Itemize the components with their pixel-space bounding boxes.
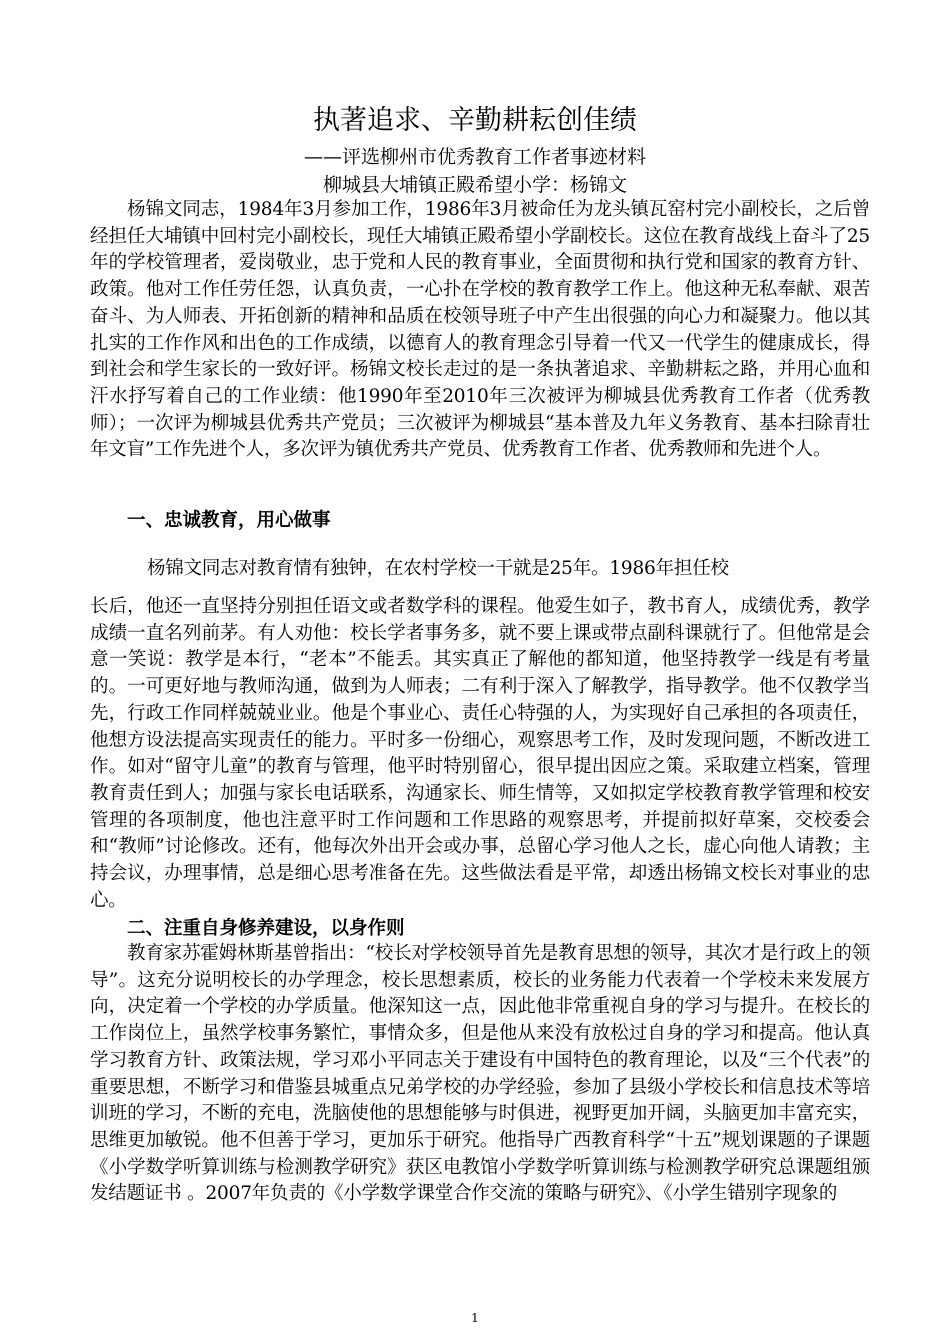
document-title: 执著追求、辛勤耕耘创佳绩 [313,105,637,136]
section1-paragraph: 长后，他还一直坚持分别担任语文或者数学科的课程。他爱生如子，教书育人，成绩优秀，教学成绩一直名列前茅。有人劝他：校长学者事务多，就不要上课或带点副科课就行了。但他常是会意一笑说：教学是本行，“老本”不能丢。其实真正了解他的都知道，他坚持教学一线是有考量的。一可更好地与教师沟通，做到为人师表；二有利于深入了解教学，指导教学。他不仅教学当先，行政工作同样兢兢业业。他是个事业心、责任心特强的人，为实现好自己承担的各项责任，他想方设法提高实现责任的能力。平时多一份细心，观察思考工作，及时发现问题，不断改进工作。如对“留守儿童”的教育与管理，他平时特别留心，很早提出因应之策。采取建立档案，管理教育责任到人；加强与家长电话联系，沟通家长、师生情等，又如拟定学校教育教学管理和校安管理的各项制度，他也注意平时工作问题和工作思路的观察思考，并提前拟好草案，交校委会和“教师”讨论修改。还有，他每次外出开会或办事，总留心学习他人之长，虚心向他人请教；主持会议，办理事情，总是细心思考准备在先。这些做法看是平常，却透出杨锦文校长对事业的忠心。 [90,596,870,911]
section-heading-2: 二、注重自身修养建设，以身作则 [127,918,405,939]
section2-paragraph: 教育家苏霍姆林斯基曾指出：“校长对学校领导首先是教育思想的领导，其次才是行政上的领导”。这充分说明校长的办学理念，校长思想素质，校长的业务能力代表着一个学校未来发展方向，决定着一个学校的办学质量。他深知这一点，因此他非常重视自身的学习与提升。在校长的工作岗位上，虽然学校事务繁忙，事情众多，但是他从来没有放松过自身的学习和提高。他认真学习教育方针、政策法规，学习邓小平同志关于建设有中国特色的教育理论，以及“三个代表”的重要思想，不断学习和借鉴县城重点兄弟学校的办学经验，参加了县级小学校长和信息技术等培训班的学习，不断的充电，洗脑使他的思想能够与时俱进，视野更加开阔，头脑更加丰富充实，思维更加敏锐。他不但善于学习，更加乐于研究。他指导广西教育科学“十五”规划课题的子课题《小学数学听算训练与检测教学研究》获区电教馆小学数学听算训练与检测教学研究总课题组颁发结题证书 。2007年负责的《小学数学课堂合作交流的策略与研究》、《小学生错别字现象的 [90,943,870,1205]
intro-paragraph: 杨锦文同志，1984年3月参加工作，1986年3月被命任为龙头镇瓦窑村完小副校长，之后曾经担任大埔镇中回村完小副校长，现任大埔镇正殿希望小学副校长。这位在教育战线上奋斗了25年的学校管理者，爱岗敬业，忠于党和人民的教育事业，全面贯彻和执行党和国家的教育方针、政策。他对工作任劳任怨，认真负责，一心扑在学校的教育教学工作上。他这种无私奉献、艰苦奋斗、为人师表、开拓创新的精神和品质在校领导班子中产生出很强的向心力和凝聚力。他以其扎实的工作作风和出色的工作成绩，以德育人的教育理念引导着一代又一代学生的健康成长，得到社会和学生家长的一致好评。杨锦文校长走过的是一条执著追求、辛勤耕耘之路，并用心血和汗水抒写着自己的工作业绩：他1990年至2010年三次被评为柳城县优秀教育工作者（优秀教师）；一次评为柳城县优秀共产党员；三次被评为柳城县“基本普及九年义务教育、基本扫除青壮年文盲”工作先进个人，多次评为镇优秀共产党员、优秀教育工作者、优秀教师和先进个人。 [90,199,870,461]
page-number: 1 [471,1311,479,1325]
document-subtitle: ——评选柳州市优秀教育工作者事迹材料 [303,146,646,168]
section-heading-1: 一、忠诚教育，用心做事 [127,510,331,531]
section1-first-line: 杨锦文同志对教育情有独钟，在农村学校一干就是25年。1986年担任校 [147,558,729,579]
author-line: 柳城县大埔镇正殿希望小学：杨锦文 [322,174,627,196]
